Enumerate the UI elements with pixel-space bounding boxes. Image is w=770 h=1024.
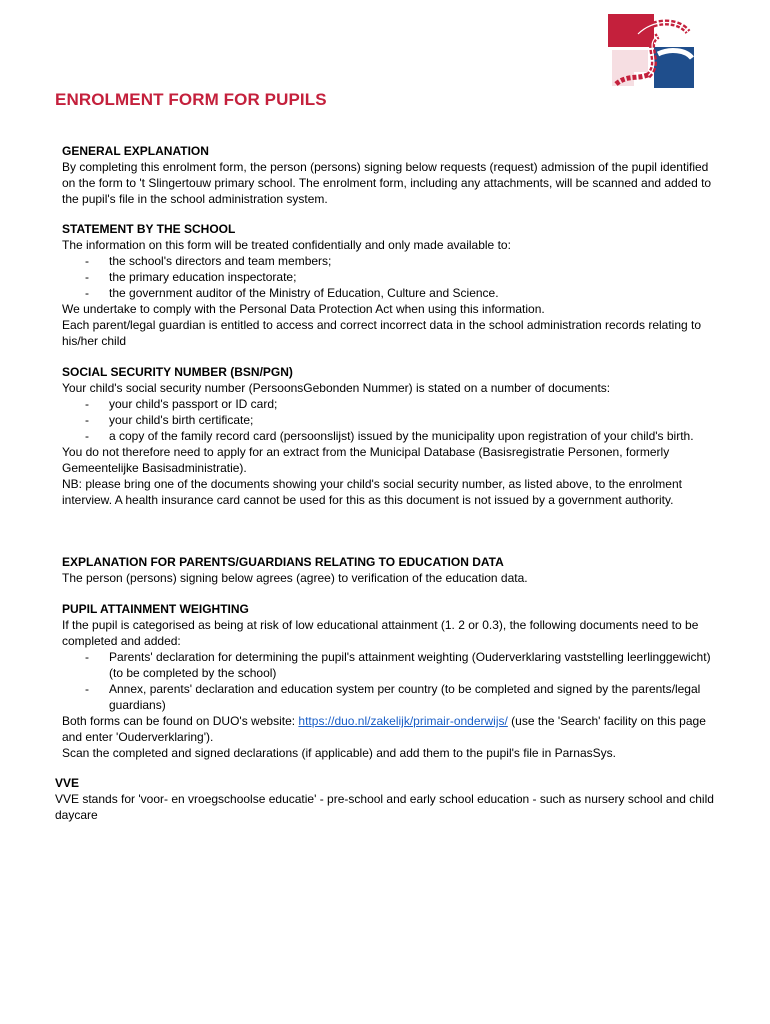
ssn-intro: Your child's social security number (PersoonsGebonden Nummer) is stated on a number of documents: — [62, 381, 611, 395]
duo-link[interactable]: https://duo.nl/zakelijk/primair-onderwijs/ — [298, 714, 508, 728]
general-text: By completing this enrolment form, the person (persons) signing below requests (request) admission of the pupil identified on the form to 't Slingertouw primary school. The enrolment form, including any attachments, will be scanned and added to the pupil's file in the school administration system. — [62, 160, 712, 206]
general-heading: GENERAL EXPLANATION — [62, 144, 209, 158]
list-item: - Parents' declaration for determining the pupil's attainment weighting (Ouderverklaring vaststelling leerlinggewicht) (to be completed by the school) — [62, 649, 722, 681]
list-item: - a copy of the family record card (persoonslijst) issued by the municipality upon registration of your child's birth. — [62, 428, 722, 444]
vve-heading: VVE — [55, 776, 80, 790]
education-heading: EXPLANATION FOR PARENTS/GUARDIANS RELATING TO EDUCATION DATA — [62, 555, 504, 569]
education-text: The person (persons) signing below agrees (agree) to verification of the education data. — [62, 571, 528, 585]
weighting-list — [62, 649, 722, 713]
section-general-explanation — [62, 143, 722, 207]
section-ssn — [62, 364, 722, 508]
statement-text-2: Each parent/legal guardian is entitled to access and correct incorrect data in the school administration records relating to his/her child — [62, 318, 702, 348]
list-item: - your child's birth certificate; — [62, 412, 722, 428]
weighting-scan-text: Scan the completed and signed declarations (if applicable) and add them to the pupil's file in ParnasSys. — [62, 746, 616, 760]
statement-heading: STATEMENT BY THE SCHOOL — [62, 222, 236, 236]
statement-text-1: We undertake to comply with the Personal Data Protection Act when using this information. — [62, 302, 545, 316]
weighting-found-after: (use the 'Search' facility on this page and enter 'Ouderverklaring'). — [62, 714, 706, 744]
list-item: - your child's passport or ID card; — [62, 396, 722, 412]
weighting-found-text — [62, 713, 722, 745]
school-logo-icon — [608, 14, 700, 92]
list-item: - the school's directors and team members; — [62, 253, 722, 269]
ssn-text-1: You do not therefore need to apply for an extract from the Municipal Database (Basisregistratie Personen, formerly Gemeentelijke Basisadministratie). — [62, 445, 670, 475]
section-vve — [55, 775, 715, 823]
page-title: ENROLMENT FORM FOR PUPILS — [55, 90, 327, 109]
statement-intro: The information on this form will be treated confidentially and only made available to: — [62, 238, 511, 252]
ssn-text-2: NB: please bring one of the documents showing your child's social security number, as listed above, to the enrolment interview. A health insurance card cannot be used for this as this document is not issued by a government authority. — [62, 477, 682, 507]
list-item: - Annex, parents' declaration and education system per country (to be completed and signed by the parents/legal guardians) — [62, 681, 722, 713]
section-weighting — [62, 601, 722, 761]
weighting-intro: If the pupil is categorised as being at risk of low educational attainment (1. 2 or 0.3), the following documents need to be completed and added: — [62, 618, 699, 648]
list-item: - the government auditor of the Ministry of Education, Culture and Science. — [62, 285, 722, 301]
weighting-found-before: Both forms can be found on DUO's website: — [62, 714, 299, 728]
weighting-heading: PUPIL ATTAINMENT WEIGHTING — [62, 602, 249, 616]
vve-text: VVE stands for 'voor- en vroegschoolse educatie' - pre-school and early school education - such as nursery school and child daycare — [55, 792, 714, 822]
list-item: - the primary education inspectorate; — [62, 269, 722, 285]
statement-list — [62, 253, 722, 301]
ssn-heading: SOCIAL SECURITY NUMBER (BSN/PGN) — [62, 365, 293, 379]
section-education-data — [62, 554, 722, 586]
section-statement — [62, 221, 722, 349]
ssn-list — [62, 396, 722, 444]
